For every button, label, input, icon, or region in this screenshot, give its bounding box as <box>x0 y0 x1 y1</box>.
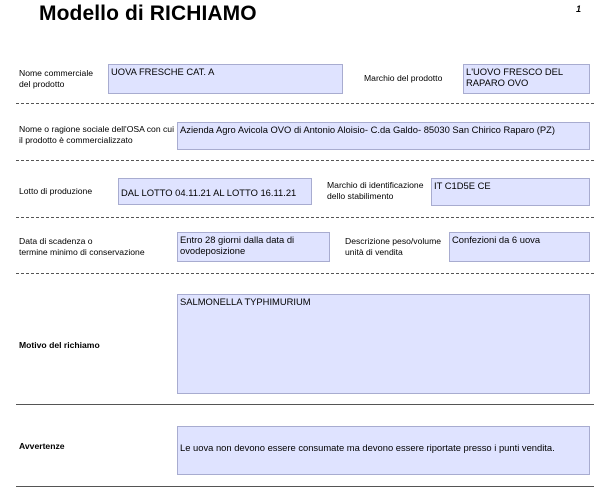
nome-commerciale-field[interactable]: UOVA FRESCHE CAT. A <box>108 64 343 94</box>
scadenza-label: Data di scadenza o termine minimo di conservazione <box>19 236 145 257</box>
nome-commerciale-label: Nome commerciale del prodotto <box>19 68 94 89</box>
divider <box>16 217 594 218</box>
lotto-field[interactable]: DAL LOTTO 04.11.21 AL LOTTO 16.11.21 <box>118 178 312 205</box>
motivo-field[interactable]: SALMONELLA TYPHIMURIUM <box>177 294 590 394</box>
peso-volume-field[interactable]: Confezioni da 6 uova <box>449 232 590 262</box>
marchio-identificazione-label: Marchio di identificazione dello stabilimento <box>327 180 424 201</box>
marchio-prodotto-field[interactable]: L'UOVO FRESCO DEL RAPARO OVO <box>463 64 590 94</box>
lotto-label: Lotto di produzione <box>19 186 93 196</box>
divider <box>16 486 594 487</box>
avvertenze-label: Avvertenze <box>19 441 65 451</box>
page-title: Modello di RICHIAMO <box>39 2 257 25</box>
ragione-sociale-label: Nome o ragione sociale dell'OSA con cui il prodotto è commercializzato <box>19 124 174 145</box>
motivo-label: Motivo del richiamo <box>19 340 100 350</box>
divider <box>16 103 594 104</box>
marchio-prodotto-label: Marchio del prodotto <box>364 73 443 83</box>
divider <box>16 160 594 161</box>
divider <box>16 404 594 405</box>
scadenza-field[interactable]: Entro 28 giorni dalla data di ovodeposizione <box>177 232 330 262</box>
ragione-sociale-field[interactable]: Azienda Agro Avicola OVO di Antonio Aloisio- C.da Galdo- 85030 San Chirico Raparo (PZ) <box>177 122 590 150</box>
marchio-identificazione-field[interactable]: IT C1D5E CE <box>431 178 590 206</box>
divider <box>16 273 594 274</box>
page-number: 1 <box>576 4 582 14</box>
peso-volume-label: Descrizione peso/volume unità di vendita <box>345 236 442 257</box>
avvertenze-field[interactable]: Le uova non devono essere consumate ma devono essere riportate presso i punti vendita. <box>177 426 590 475</box>
